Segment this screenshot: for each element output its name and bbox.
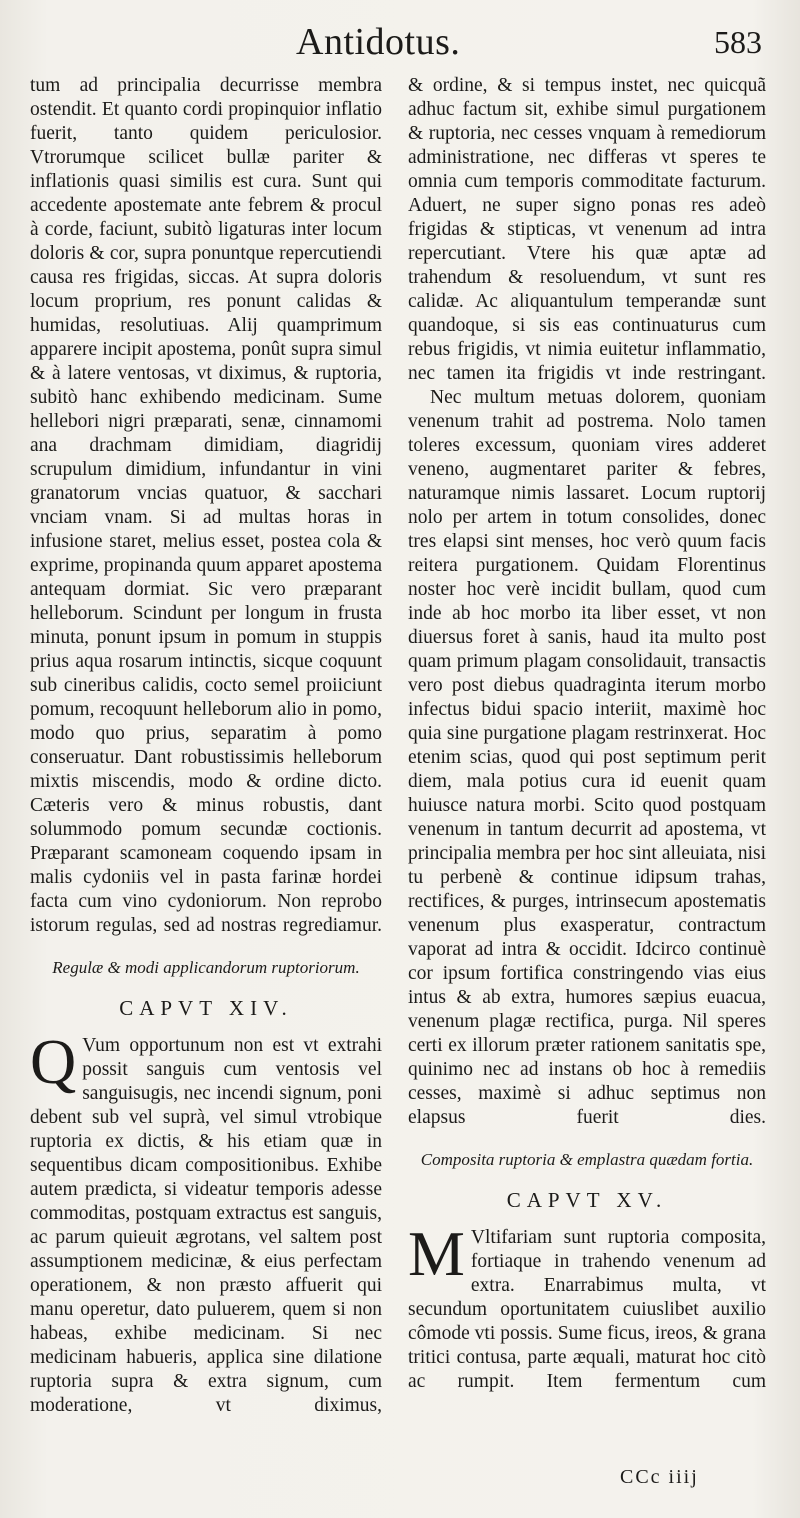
page-number: 583 xyxy=(714,24,762,60)
left-paragraph-2-block xyxy=(30,1026,382,1418)
left-column xyxy=(30,74,382,1418)
signature-mark: CCc iiij xyxy=(620,1466,699,1488)
right-column xyxy=(408,74,766,1394)
dropcap-q: Q xyxy=(30,1026,77,1097)
chapter-heading-xv: CAPVT XV. xyxy=(506,1188,668,1212)
right-paragraph-1: & ordine, & si tempus instet, nec quicquã adhuc factum sit, exhibe simul purgationem & ruptoria, nec cesses vnquam à remediorum administratione, nec differas vt speres te omnia cum temporis commoditate facturum. Aduert, ne super signo ponas res adeò frigidas & stipticas, vt venenum ad intra repercutiant. Vtere his quæ aptæ ad trahendum & resoluendum, vt sunt res calidæ. Ac aliquantulum temperandæ sunt quandoque, si sis eas continuaturus cum rebus frigidis, vt nimia euitetur inflammatio, nec tamen ita frigidis vt inde restringant. xyxy=(408,75,766,384)
right-paragraph-3: Vltifariam sunt ruptoria composita, fortiaque in trahendo venenum ad extra. Enarrabimus multa, vt secundum oportunitatem cuiuslibet auxilio cômode vti possis. Sume ficus, ireos, & grana tritici contusa, parte æquali, maturat hoc citò ac rumpit. Item fermentum cum xyxy=(408,1227,766,1392)
left-paragraph-2: Vum opportunum non est vt extrahi possit sanguis cum ventosis vel sanguisugis, nec incendi signum, poni debent sub vel suprà, vel simul vtrobique ruptoria ex dictis, & his etiam quæ in sequentibus dicam compositionibus. Exhibe autem prædicta, si videatur temporis adesse commoditas, postquam extractus est sanguis, ac parum quieuit ægrotans, vel saltem post assumptionem medicinæ, & eius perfectam operationem, & non præsto affuerit qui manu operetur, dato puluerem, quem si non habeas, exhibe medicinam. Si nec medicinam habueris, applica sine dilatione ruptoria supra & extra signum, cum moderatione, vt diximus, xyxy=(30,1035,382,1416)
chapter-rubric-xiv: Regulæ & modi applicandorum ruptoriorum. xyxy=(52,958,360,977)
running-title: Antidotus. xyxy=(296,21,461,63)
chapter-rubric-xv: Composita ruptoria & emplastra quædam fortia. xyxy=(420,1150,754,1169)
left-paragraph-1: tum ad principalia decurrisse membra ostendit. Et quanto cordi propinquior inflatio fuerit, tanto quidem periculosior. Vtrorumque scilicet bullæ pariter & inflationis quasi similis est cura. Sunt qui accedente apostemate ante febrem & procul à corde, faciunt, subitò ligaturas inter locum doloris & cor, supra ponuntque repercutiendi causa res frigidas, siccas. At supra doloris locum proprium, res ponunt calidas & humidas, resolutiuas. Alij quamprimum apparere incipit apostema, ponût supra simul & à latere ventosas, vt diximus, & ruptoria, subitò hanc exhibendo medicinam. Sume hellebori nigri præparati, senæ, cinnamomi ana drachmam dimidiam, diagridij scrupulum dimidium, infundantur in vini granatorum vncias quatuor, & sacchari vnciam vnam. Si ad multas horas in infusione staret, melius esset, postea cola & exprime, propinanda quum apparet apostema antequam dormiat. Sic vero præparant helleborum. Scindunt per longum in frusta minuta, ponunt ipsum in pomum in stuppis prius aqua rosarum intinctis, sicque coquunt sub cineribus calidis, cocto semel proiiciunt pomum, recoquunt helleborum alio in pomo, modo quo prius, separatim à pomo conseruatur. Dant robustissimis helleborum mixtis miscendis, modo & ordine dicto. Cæteris vero & minus robustis, dant solummodo pomum secundæ coctionis. Præparant scamoneam coquendo ipsam in malis cydoniis vel in pasta farinæ hordei facta cum vino cydoniorum. Non reprobo istorum regulas, sed ad nostras regrediamur. xyxy=(30,75,382,936)
page-header xyxy=(0,18,800,70)
right-paragraph-2: Nec multum metuas dolorem, quoniam venenum trahit ad postrema. Nolo tamen toleres excessum, quoniam vires adderet veneno, augmentaret pariter & febres, naturamque nimis lassaret. Locum ruptorij nolo per artem in totum consolides, donec tres elapsi sint menses, hoc verò quum facis reitera purgationem. Quidam Florentinus noster hoc verè incidit bullam, quod cum inde ab hoc morbo ita liber esset, vt non diuersus foret à sanis, haud ita multo post quam primum plagam consolidauit, transactis vero post diebus quadraginta iterum morbo infectus bidui spacio interiit, maximè hoc quia sine purgatione plagam restrinxerat. Hoc etenim scias, quod qui post septimum perit diem, mala potius cura id euenit quam huiusce natura morbi. Scito quod postquam venenum in tantum decurrit ad apostema, vt principalia membra per hoc sint alleuiata, nisi tu perbenè & continue idipsum trahas, rectifices, & purges, intrinsecum apostematis venenum plus exasperatur, contractum vaporat ad intra & occidit. Idcirco continuè cor ipsum fortifica constringendo vias eius intus & ab extra, humores sæpius euacua, venenum plagæ rectifica, purga. Nil speres certi ex illorum præter rationem sanitatis spe, quinimo nec ad instans ob hoc à remediis cesses, maximè si adhuc septimus non elapsus fuerit dies. xyxy=(408,387,766,1128)
dropcap-m: M xyxy=(408,1218,465,1289)
chapter-heading-xiv: CAPVT XIV. xyxy=(119,996,293,1020)
right-paragraph-3-block xyxy=(408,1218,766,1394)
